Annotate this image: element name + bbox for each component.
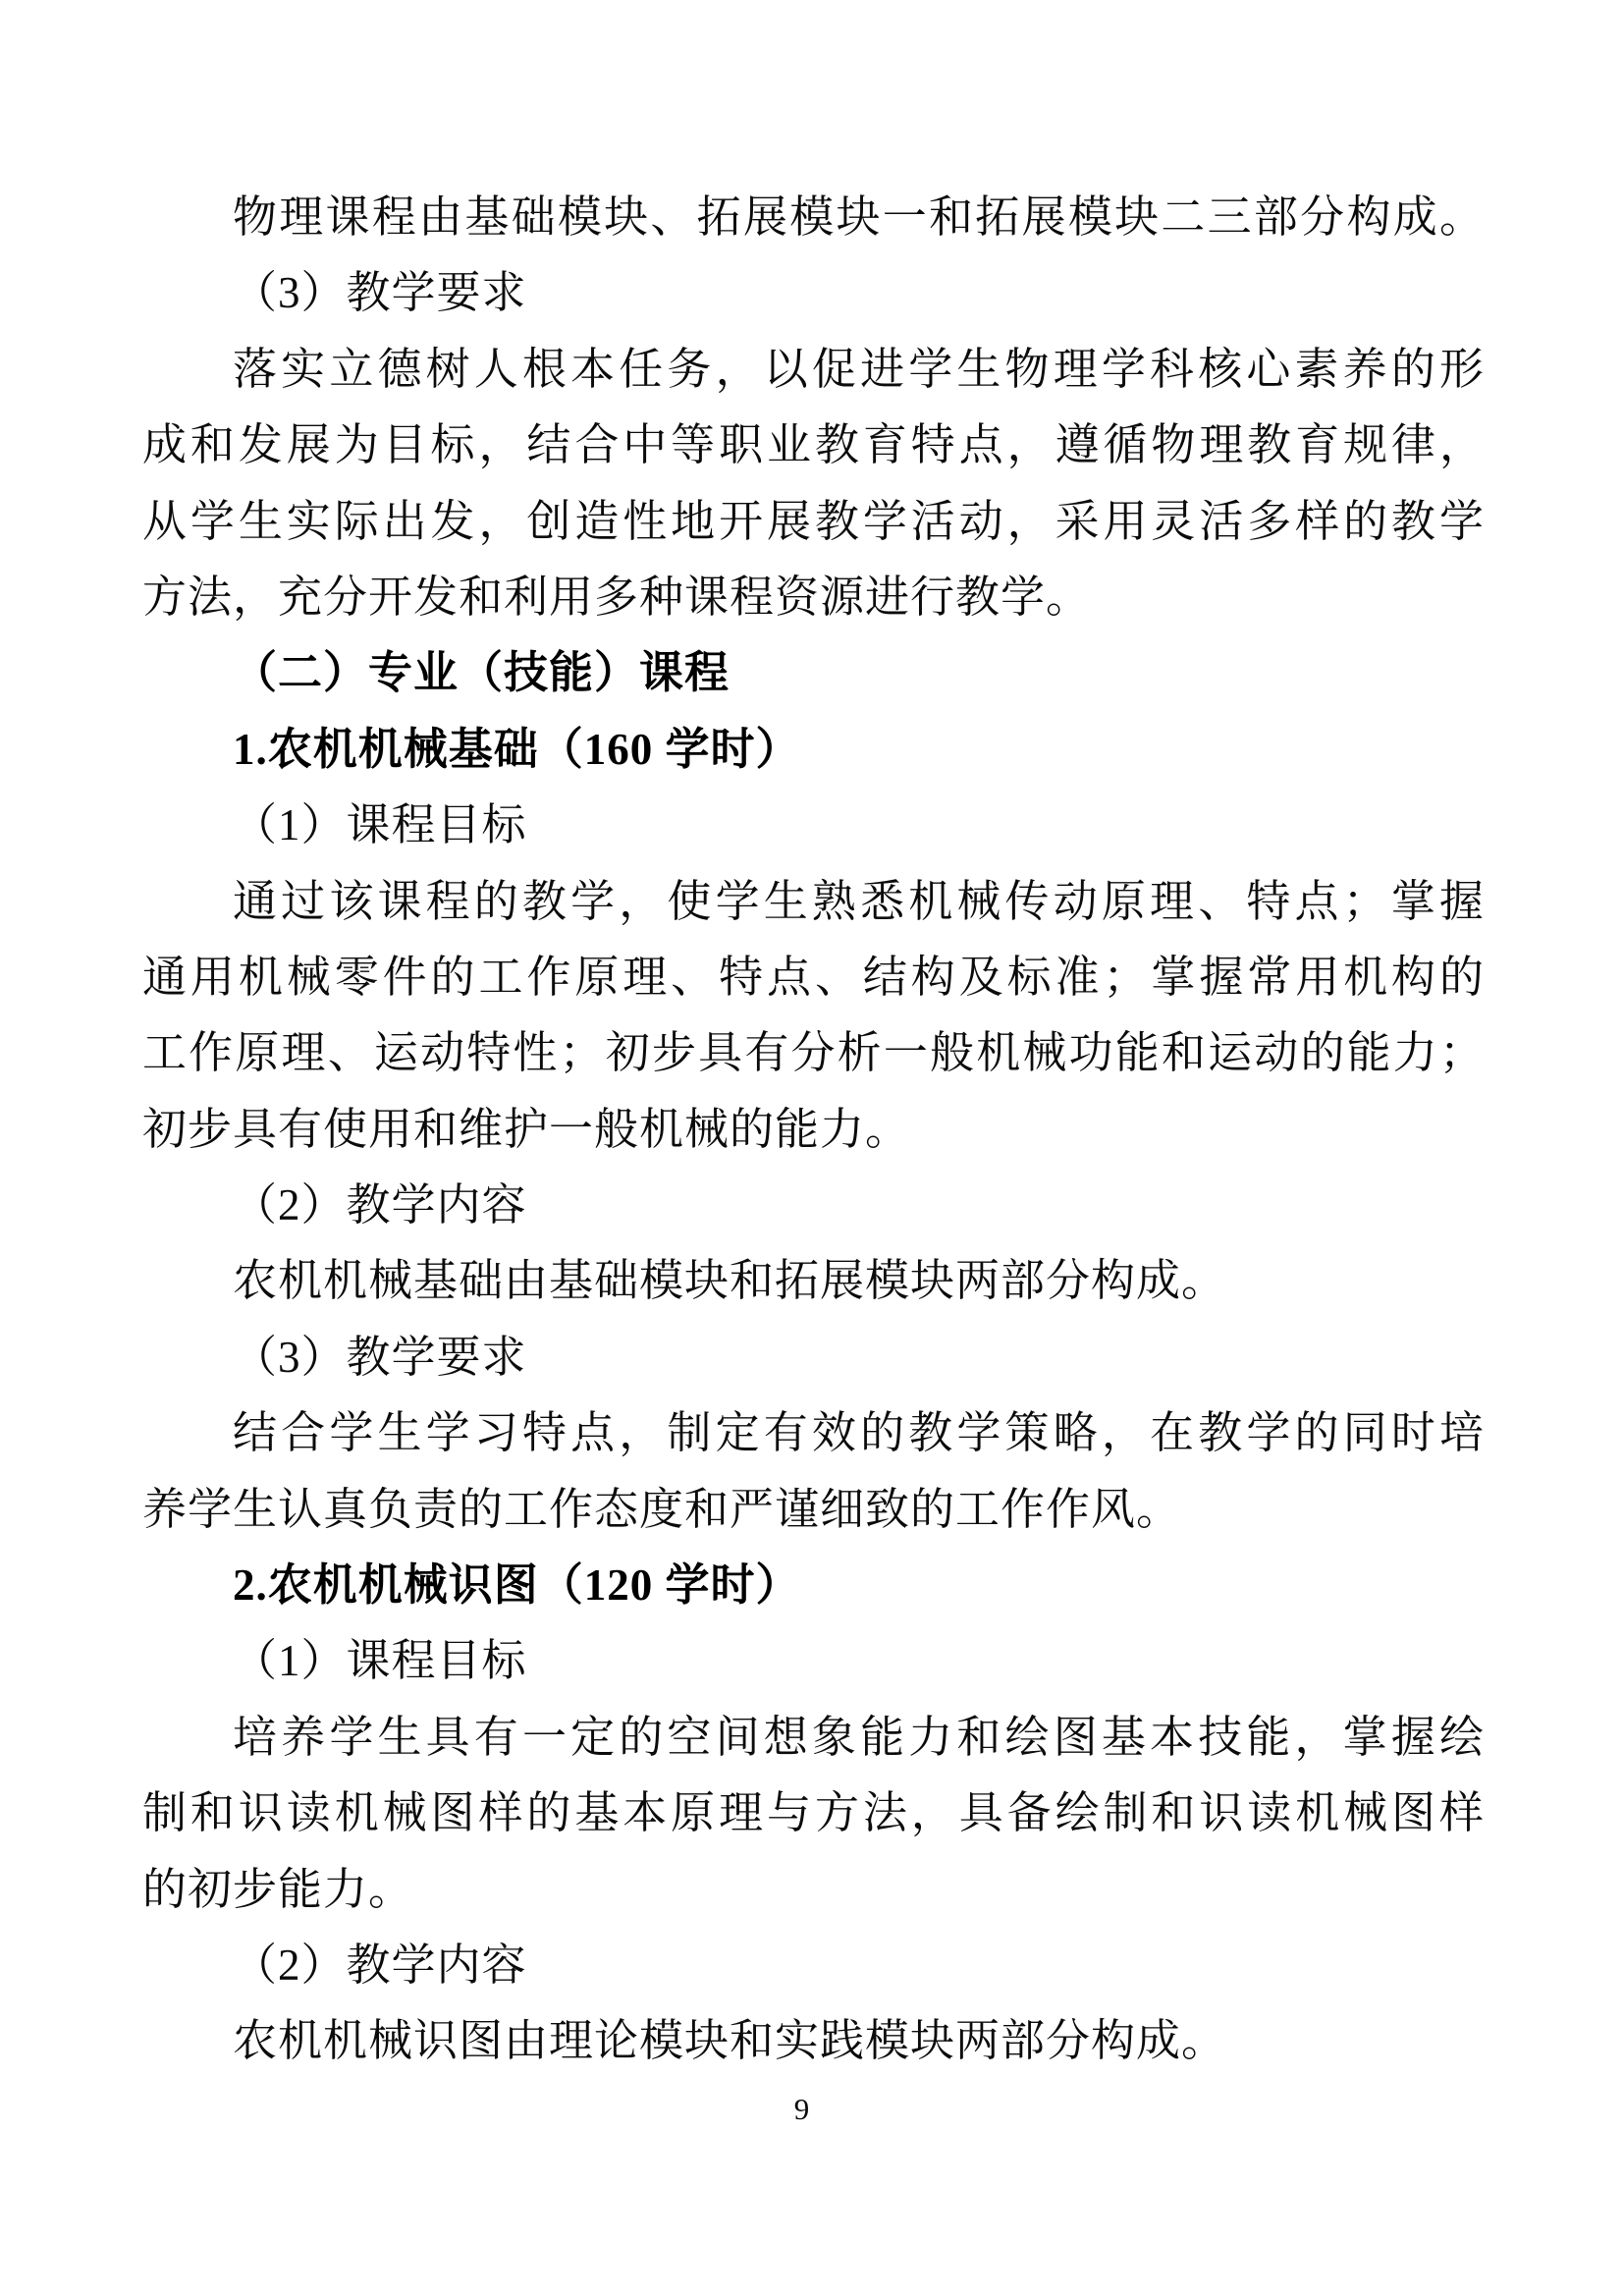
text-line: 物理课程由基础模块、拓展模块一和拓展模块二三部分构成。 xyxy=(233,192,1485,242)
text-line: 养学生认真负责的工作态度和严谨细致的工作作风。 xyxy=(142,1484,1182,1534)
text-line: （1）课程目标 xyxy=(233,800,527,850)
section-heading: 2.农机机械识图（120 学时） xyxy=(233,1560,801,1611)
text-line: 农机机械识图由理论模块和实践模块两部分构成。 xyxy=(233,2016,1227,2066)
text-line: 落实立德树人根本任务，以促进学生物理学科核心素养的形 xyxy=(233,344,1485,394)
page-number: 9 xyxy=(793,2092,810,2126)
text-line: （2）教学内容 xyxy=(233,1180,527,1230)
text-line: 方法，充分开发和利用多种课程资源进行教学。 xyxy=(142,572,1092,622)
text-line: （2）教学内容 xyxy=(233,1940,527,1990)
text-line: 农机机械基础由基础模块和拓展模块两部分构成。 xyxy=(233,1256,1227,1306)
text-line: （3）教学要求 xyxy=(233,1332,527,1382)
section-heading: （二）专业（技能）课程 xyxy=(233,648,730,698)
text-line: 通用机械零件的工作原理、特点、结构及标准；掌握常用机构的 xyxy=(142,952,1485,1002)
text-line: 通过该课程的教学，使学生熟悉机械传动原理、特点；掌握 xyxy=(233,876,1485,926)
text-line: 的初步能力。 xyxy=(142,1864,414,1914)
text-line: 从学生实际出发，创造性地开展教学活动，采用灵活多样的教学 xyxy=(142,496,1485,546)
section-heading: 1.农机机械基础（160 学时） xyxy=(233,724,801,774)
text-line: 初步具有使用和维护一般机械的能力。 xyxy=(142,1104,911,1154)
page-content xyxy=(142,180,1485,2080)
text-line: 结合学生学习特点，制定有效的教学策略，在教学的同时培 xyxy=(233,1408,1485,1458)
text-line: 制和识读机械图样的基本原理与方法，具备绘制和识读机械图样 xyxy=(142,1788,1485,1838)
text-line: （3）教学要求 xyxy=(233,268,527,318)
text-line: 工作原理、运动特性；初步具有分析一般机械功能和运动的能力； xyxy=(142,1028,1485,1078)
text-line: （1）课程目标 xyxy=(233,1636,527,1686)
text-line: 培养学生具有一定的空间想象能力和绘图基本技能，掌握绘 xyxy=(233,1712,1485,1762)
text-line: 成和发展为目标，结合中等职业教育特点，遵循物理教育规律， xyxy=(142,420,1485,470)
